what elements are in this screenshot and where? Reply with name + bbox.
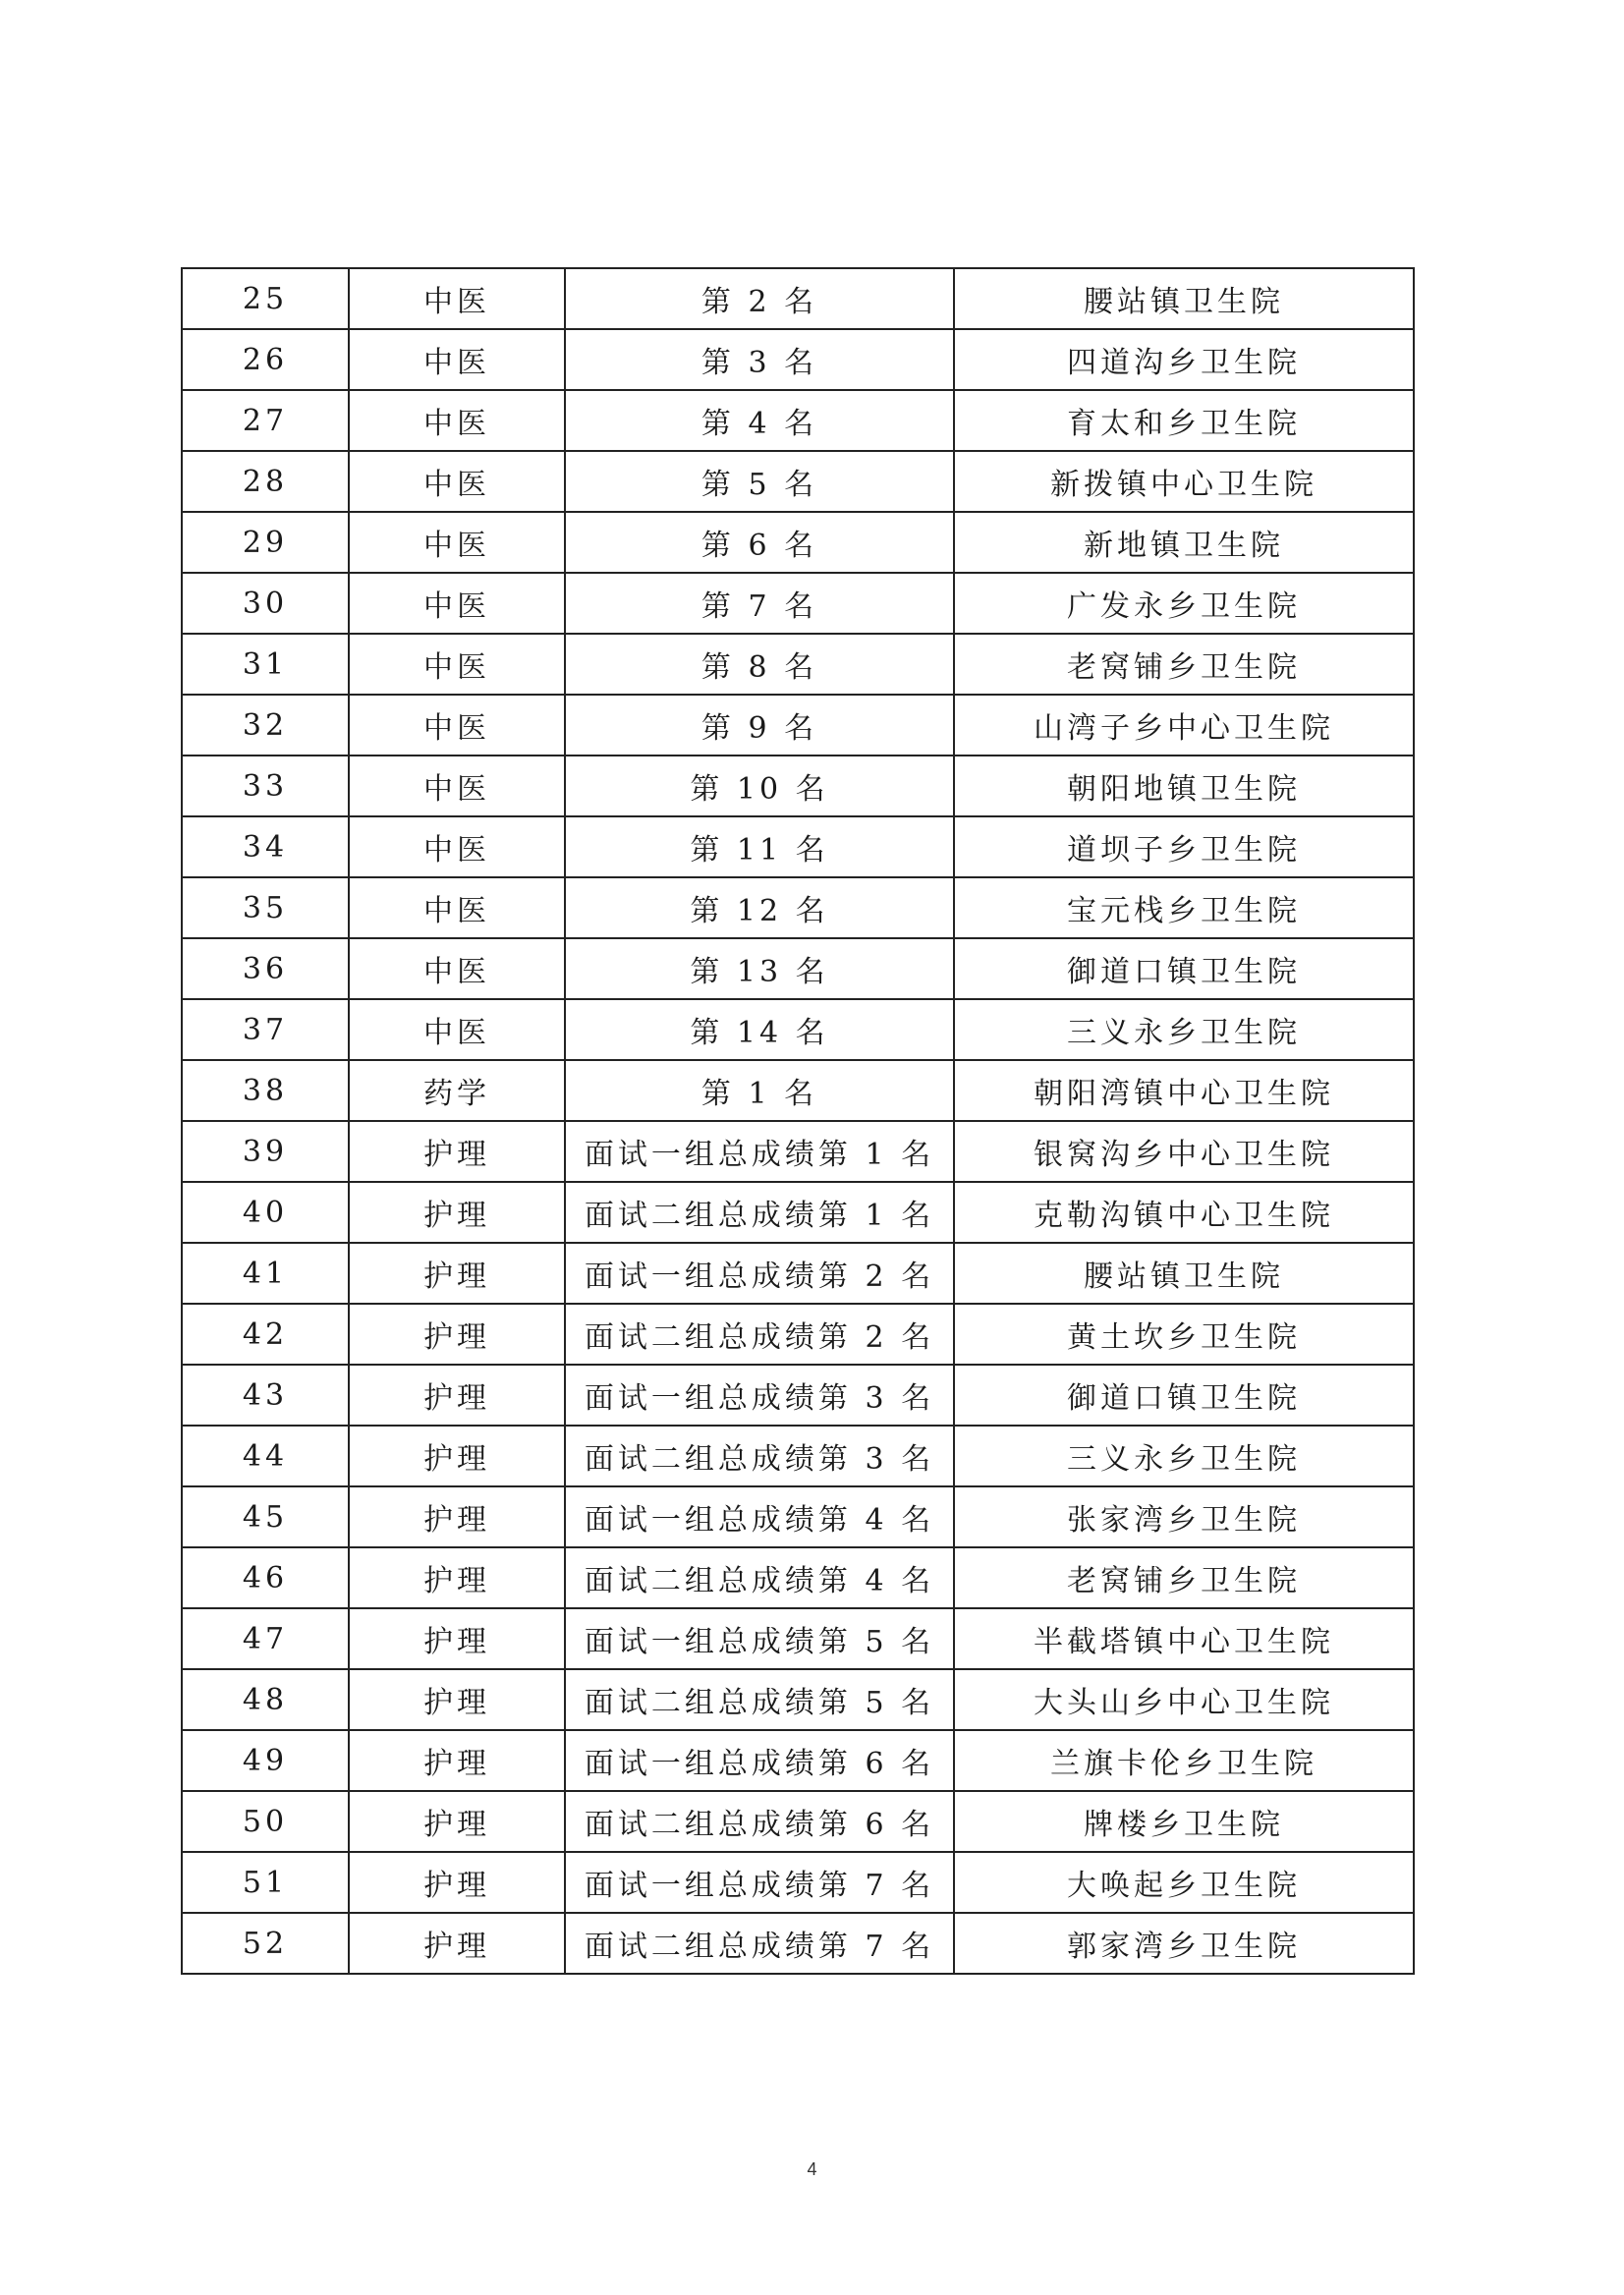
major-cell: 护理 [349,1791,565,1852]
row-number-cell: 26 [182,329,349,390]
hospital-cell: 腰站镇卫生院 [954,268,1414,329]
hospital-cell: 御道口镇卫生院 [954,938,1414,999]
major-cell: 中医 [349,816,565,877]
table-row [182,1121,1414,1182]
hospital-cell: 新地镇卫生院 [954,512,1414,573]
row-number-cell: 49 [182,1730,349,1791]
rank-cell: 第 12 名 [565,877,954,938]
row-number-cell: 32 [182,695,349,756]
major-cell: 药学 [349,1060,565,1121]
table-row [182,1852,1414,1913]
hospital-cell: 张家湾乡卫生院 [954,1486,1414,1547]
major-cell: 护理 [349,1852,565,1913]
row-number-cell: 37 [182,999,349,1060]
hospital-cell: 四道沟乡卫生院 [954,329,1414,390]
major-cell: 护理 [349,1121,565,1182]
table-row [182,1182,1414,1243]
rank-cell: 第 8 名 [565,634,954,695]
row-number-cell: 51 [182,1852,349,1913]
hospital-cell: 育太和乡卫生院 [954,390,1414,451]
major-cell: 中医 [349,634,565,695]
assignment-table-body [182,268,1414,1974]
major-cell: 护理 [349,1182,565,1243]
table-row [182,512,1414,573]
major-cell: 中医 [349,695,565,756]
rank-cell: 第 10 名 [565,756,954,816]
rank-cell: 第 6 名 [565,512,954,573]
hospital-cell: 三义永乡卫生院 [954,1426,1414,1486]
table-row [182,695,1414,756]
row-number-cell: 35 [182,877,349,938]
table-row [182,1791,1414,1852]
row-number-cell: 43 [182,1365,349,1426]
row-number-cell: 50 [182,1791,349,1852]
rank-cell: 面试二组总成绩第 2 名 [565,1304,954,1365]
table-row [182,938,1414,999]
page-number: 4 [807,2159,817,2179]
hospital-cell: 朝阳湾镇中心卫生院 [954,1060,1414,1121]
table-row [182,1913,1414,1974]
table-row [182,1730,1414,1791]
major-cell: 中医 [349,512,565,573]
table-row [182,1486,1414,1547]
table-row [182,573,1414,634]
table-row [182,268,1414,329]
major-cell: 护理 [349,1608,565,1669]
row-number-cell: 46 [182,1547,349,1608]
hospital-cell: 腰站镇卫生院 [954,1243,1414,1304]
row-number-cell: 27 [182,390,349,451]
rank-cell: 面试二组总成绩第 3 名 [565,1426,954,1486]
hospital-cell: 御道口镇卫生院 [954,1365,1414,1426]
row-number-cell: 39 [182,1121,349,1182]
hospital-cell: 大头山乡中心卫生院 [954,1669,1414,1730]
rank-cell: 面试二组总成绩第 5 名 [565,1669,954,1730]
rank-cell: 面试二组总成绩第 4 名 [565,1547,954,1608]
major-cell: 护理 [349,1486,565,1547]
rank-cell: 第 13 名 [565,938,954,999]
table-row [182,1243,1414,1304]
row-number-cell: 36 [182,938,349,999]
row-number-cell: 44 [182,1426,349,1486]
table-row [182,1060,1414,1121]
table-row [182,756,1414,816]
table-row [182,877,1414,938]
row-number-cell: 29 [182,512,349,573]
rank-cell: 第 1 名 [565,1060,954,1121]
hospital-cell: 克勒沟镇中心卫生院 [954,1182,1414,1243]
rank-cell: 面试二组总成绩第 7 名 [565,1913,954,1974]
rank-cell: 面试一组总成绩第 1 名 [565,1121,954,1182]
hospital-cell: 黄土坎乡卫生院 [954,1304,1414,1365]
hospital-cell: 山湾子乡中心卫生院 [954,695,1414,756]
major-cell: 护理 [349,1304,565,1365]
major-cell: 护理 [349,1730,565,1791]
row-number-cell: 47 [182,1608,349,1669]
hospital-cell: 老窝铺乡卫生院 [954,1547,1414,1608]
hospital-cell: 道坝子乡卫生院 [954,816,1414,877]
major-cell: 护理 [349,1913,565,1974]
major-cell: 中医 [349,938,565,999]
hospital-cell: 半截塔镇中心卫生院 [954,1608,1414,1669]
table-row [182,634,1414,695]
rank-cell: 第 7 名 [565,573,954,634]
row-number-cell: 25 [182,268,349,329]
rank-cell: 第 14 名 [565,999,954,1060]
row-number-cell: 28 [182,451,349,512]
major-cell: 中医 [349,451,565,512]
rank-cell: 面试一组总成绩第 7 名 [565,1852,954,1913]
hospital-cell: 兰旗卡伦乡卫生院 [954,1730,1414,1791]
major-cell: 护理 [349,1669,565,1730]
rank-cell: 面试一组总成绩第 5 名 [565,1608,954,1669]
table-row [182,329,1414,390]
table-row [182,1669,1414,1730]
major-cell: 中医 [349,390,565,451]
rank-cell: 第 5 名 [565,451,954,512]
table-row [182,1304,1414,1365]
rank-cell: 面试一组总成绩第 4 名 [565,1486,954,1547]
table-row [182,1547,1414,1608]
rank-cell: 面试一组总成绩第 6 名 [565,1730,954,1791]
rank-cell: 第 3 名 [565,329,954,390]
table-row [182,1365,1414,1426]
row-number-cell: 34 [182,816,349,877]
major-cell: 中医 [349,877,565,938]
hospital-cell: 银窝沟乡中心卫生院 [954,1121,1414,1182]
rank-cell: 面试一组总成绩第 3 名 [565,1365,954,1426]
hospital-cell: 新拨镇中心卫生院 [954,451,1414,512]
rank-cell: 第 9 名 [565,695,954,756]
major-cell: 中医 [349,268,565,329]
rank-cell: 第 4 名 [565,390,954,451]
rank-cell: 面试二组总成绩第 1 名 [565,1182,954,1243]
row-number-cell: 41 [182,1243,349,1304]
major-cell: 中医 [349,329,565,390]
hospital-cell: 宝元栈乡卫生院 [954,877,1414,938]
rank-cell: 第 11 名 [565,816,954,877]
hospital-cell: 牌楼乡卫生院 [954,1791,1414,1852]
table-row [182,1426,1414,1486]
row-number-cell: 30 [182,573,349,634]
major-cell: 中医 [349,999,565,1060]
major-cell: 中医 [349,573,565,634]
hospital-cell: 老窝铺乡卫生院 [954,634,1414,695]
hospital-cell: 广发永乡卫生院 [954,573,1414,634]
major-cell: 护理 [349,1243,565,1304]
row-number-cell: 38 [182,1060,349,1121]
hospital-cell: 朝阳地镇卫生院 [954,756,1414,816]
rank-cell: 第 2 名 [565,268,954,329]
hospital-cell: 郭家湾乡卫生院 [954,1913,1414,1974]
table-row [182,1608,1414,1669]
row-number-cell: 48 [182,1669,349,1730]
row-number-cell: 52 [182,1913,349,1974]
row-number-cell: 45 [182,1486,349,1547]
table-row [182,451,1414,512]
major-cell: 护理 [349,1547,565,1608]
row-number-cell: 42 [182,1304,349,1365]
major-cell: 护理 [349,1426,565,1486]
rank-cell: 面试二组总成绩第 6 名 [565,1791,954,1852]
table-row [182,999,1414,1060]
assignment-table [181,267,1415,1975]
major-cell: 中医 [349,756,565,816]
row-number-cell: 40 [182,1182,349,1243]
table-row [182,816,1414,877]
rank-cell: 面试一组总成绩第 2 名 [565,1243,954,1304]
row-number-cell: 31 [182,634,349,695]
table-row [182,390,1414,451]
hospital-cell: 大唤起乡卫生院 [954,1852,1414,1913]
major-cell: 护理 [349,1365,565,1426]
row-number-cell: 33 [182,756,349,816]
hospital-cell: 三义永乡卫生院 [954,999,1414,1060]
